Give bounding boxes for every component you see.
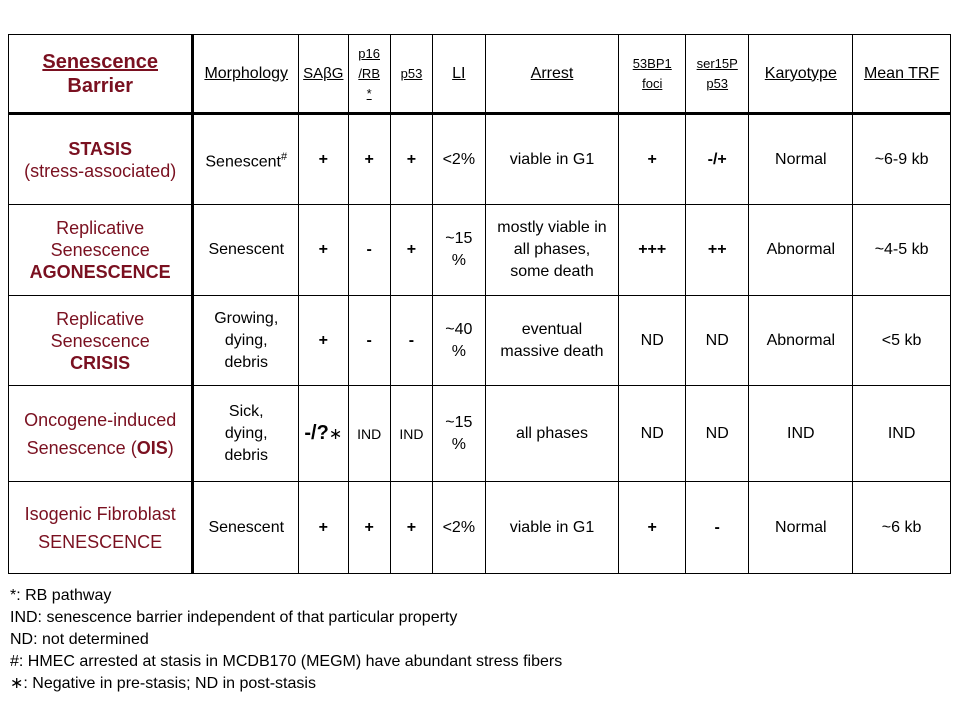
arrest-line1: mostly viable in [497,219,607,236]
morph-line1: Sick, [228,402,264,420]
table-row [9,386,951,482]
header-karyotype: Karyotype [749,35,853,114]
cell-p53: IND [390,386,432,482]
row-name-line2-post: ) [167,437,174,458]
cell-karyotype: Normal [749,482,853,574]
sabg-star: ∗ [328,425,343,443]
li-line2: % [451,435,466,453]
header-53bp1-line1: 53BP1 [632,55,672,71]
header-barrier [9,35,193,114]
row-name-line1: Replicative [56,308,145,329]
header-li: LI [433,35,485,114]
cell-arrest [485,205,619,296]
header-p16-line3: * [366,85,372,101]
cell-sabg [299,386,348,482]
cell-sabg: + [299,205,348,296]
li-line2: % [451,252,466,269]
cell-ser15p: ND [685,386,748,482]
cell-53bp1: + [619,114,685,205]
cell-p16: - [348,296,390,386]
header-p16-line1: p16 [358,45,380,61]
cell-sabg: + [299,482,348,574]
morph-line2: dying, [224,424,268,442]
cell-li [433,296,485,386]
header-arrest: Arrest [485,35,619,114]
arrest-line2: massive death [500,342,604,360]
cell-ser15p: - [685,482,748,574]
cell-sabg: + [299,114,348,205]
morph-line3: debris [224,353,269,371]
cell-53bp1: ND [619,296,685,386]
footnotes [10,585,562,695]
header-p53: p53 [390,35,432,114]
senescence-table [8,34,951,574]
cell-trf: ~6-9 kb [853,114,951,205]
cell-ser15p: ND [685,296,748,386]
cell-trf: IND [853,386,951,482]
li-line1: ~15 [445,413,473,431]
header-ser15p-line1: ser15P [696,55,738,71]
header-53bp1 [619,35,685,114]
cell-morphology: Senescent [193,482,299,574]
cell-p16: + [348,482,390,574]
row-name-isogenic [9,482,193,574]
cell-morphology [193,296,299,386]
row-name-line2: Senescence [50,330,150,351]
cell-li [433,386,485,482]
row-name-line1: Oncogene-induced [24,409,177,430]
morph-line1: Growing, [214,309,279,327]
cell-p53: + [390,205,432,296]
arrest-line3: some death [510,263,594,280]
row-name-line1: STASIS [68,138,133,159]
row-name-stasis [9,114,193,205]
header-p16-line2: /RB [358,65,380,81]
footnote: *: RB pathway [10,587,112,604]
header-barrier-line2: Barrier [67,74,133,97]
cell-karyotype: Abnormal [749,296,853,386]
cell-karyotype: Abnormal [749,205,853,296]
cell-trf: ~4-5 kb [853,205,951,296]
cell-53bp1: + [619,482,685,574]
footnote: ∗: Negative in pre-stasis; ND in post-stasis [10,675,316,692]
cell-morphology: Senescent [193,205,299,296]
cell-karyotype: IND [749,386,853,482]
header-sabg: SAβG [299,35,348,114]
header-row [9,35,951,114]
cell-arrest [485,296,619,386]
row-name-line1: Replicative [56,218,145,238]
cell-trf: ~6 kb [853,482,951,574]
row-name-line1: Isogenic Fibroblast [24,503,176,524]
morph-line3: debris [224,446,269,464]
cell-p16: + [348,114,390,205]
arrest-line2: all phases, [513,241,591,258]
cell-li: <2% [433,114,485,205]
cell-53bp1: ND [619,386,685,482]
cell-ser15p: -/+ [685,114,748,205]
row-name-line2-pre: Senescence ( [26,437,137,458]
row-name-line2 [11,437,189,459]
cell-li: <2% [433,482,485,574]
cell-53bp1: +++ [619,205,685,296]
row-name-line3: CRISIS [70,352,131,373]
sabg-text: -/? [304,421,329,444]
morphology-sup: # [280,150,288,163]
header-barrier-line1: Senescence [42,50,158,73]
morph-line2: dying, [224,331,268,349]
header-p16rb [348,35,390,114]
row-name-agonescence [9,205,193,296]
cell-li [433,205,485,296]
cell-p53: + [390,482,432,574]
footnote: ND: not determined [10,631,149,648]
cell-sabg: + [299,296,348,386]
row-name-ois [9,386,193,482]
row-name-line2: Senescence [50,240,150,260]
cell-arrest: all phases [485,386,619,482]
header-53bp1-line2: foci [642,75,663,91]
cell-p16: - [348,205,390,296]
li-line2: % [451,342,466,360]
cell-morphology [193,386,299,482]
cell-trf: <5 kb [853,296,951,386]
cell-arrest: viable in G1 [485,482,619,574]
header-trf: Mean TRF [853,35,951,114]
arrest-line1: eventual [521,320,583,338]
cell-arrest: viable in G1 [485,114,619,205]
row-name-line2: SENESCENCE [38,531,163,552]
table-row [9,296,951,386]
morphology-text: Senescent [205,153,281,171]
footnote: IND: senescence barrier independent of that particular property [10,609,458,626]
li-line1: ~40 [445,320,473,338]
cell-p16: IND [348,386,390,482]
cell-morphology [193,114,299,205]
footnote: #: HMEC arrested at stasis in MCDB170 (MEGM) have abundant stress fibers [10,653,563,670]
header-ser15p [685,35,748,114]
table-row [9,482,951,574]
row-name-line2-bold: OIS [136,437,168,458]
row-name-line3: AGONESCENCE [29,262,171,282]
li-line1: ~15 [445,230,473,247]
table-row [9,114,951,205]
table-row [9,205,951,296]
cell-p53: - [390,296,432,386]
cell-ser15p: ++ [685,205,748,296]
cell-karyotype: Normal [749,114,853,205]
cell-p53: + [390,114,432,205]
header-morphology: Morphology [193,35,299,114]
header-ser15p-line2: p53 [706,75,729,91]
row-name-crisis [9,296,193,386]
row-name-line2: (stress-associated) [24,160,177,181]
